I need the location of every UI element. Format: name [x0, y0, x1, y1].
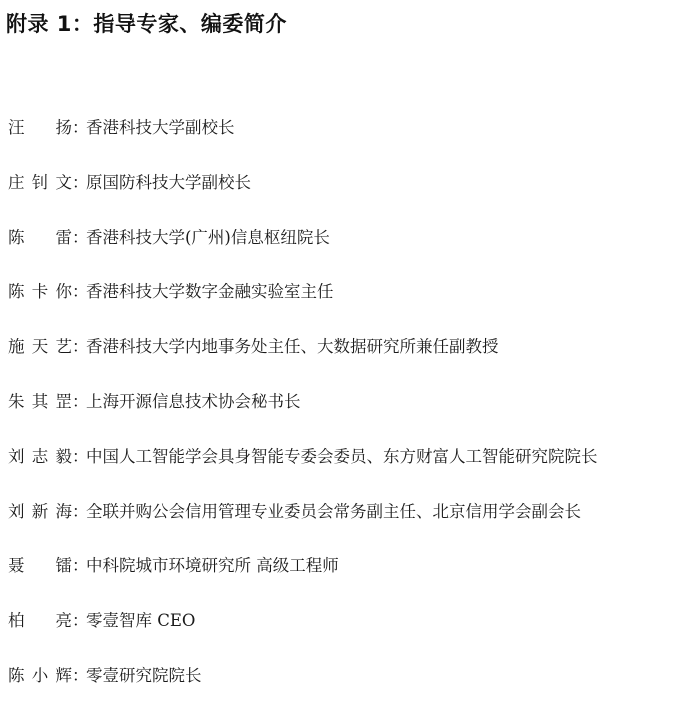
list-item [8, 333, 698, 388]
entry-name: 聂 镭 [8, 556, 72, 576]
list-item [8, 388, 698, 443]
entry-role: 中科院城市环境研究所 高级工程师 [86, 556, 339, 576]
appendix-title: 附录 1：指导专家、编委简介 [6, 12, 287, 36]
entry-name: 柏 亮 [8, 611, 72, 631]
entry-role: 上海开源信息技术协会秘书长 [86, 391, 301, 411]
entry-name: 陈卡你 [8, 282, 72, 302]
list-item [8, 278, 698, 333]
entry-role: 香港科技大学数字金融实验室主任 [86, 282, 334, 302]
entry-name: 刘新海 [8, 501, 72, 521]
entry-colon: ： [72, 391, 89, 411]
entry-colon: ： [72, 337, 89, 357]
entry-name: 施天艺 [8, 337, 72, 357]
entry-colon: ： [72, 556, 89, 576]
entry-colon: ： [72, 501, 89, 521]
entry-name: 汪 扬 [8, 118, 72, 137]
entry-colon: ： [72, 611, 89, 631]
entry-role: 香港科技大学(广州)信息枢纽院长 [86, 227, 330, 247]
list-item [8, 224, 698, 279]
entry-name: 朱其罡 [8, 391, 72, 411]
entry-role: 香港科技大学内地事务处主任、大数据研究所兼任副教授 [86, 337, 499, 357]
list-item [8, 443, 698, 498]
entry-role: 香港科技大学副校长 [86, 118, 235, 137]
entry-role: 中国人工智能学会具身智能专委会委员、东方财富人工智能研究院院长 [86, 446, 598, 466]
entry-colon: ： [72, 118, 89, 137]
entry-role: 零壹智库 CEO [86, 611, 196, 631]
entry-role: 原国防科技大学副校长 [86, 172, 251, 192]
list-item [8, 498, 698, 553]
entry-role: 全联并购公会信用管理专业委员会常务副主任、北京信用学会副会长 [86, 501, 581, 521]
expert-list [8, 114, 698, 717]
entry-name: 刘志毅 [8, 446, 72, 466]
list-item [8, 607, 698, 662]
list-item [8, 552, 698, 607]
entry-colon: ： [72, 227, 89, 247]
entry-colon: ： [72, 172, 89, 192]
entry-colon: ： [72, 446, 89, 466]
entry-colon: ： [72, 282, 89, 302]
entry-name: 庄钊文 [8, 172, 72, 192]
entry-colon: ： [72, 665, 89, 685]
entry-role: 零壹研究院院长 [86, 665, 202, 685]
entry-name: 陈 雷 [8, 227, 72, 247]
list-item [8, 169, 698, 224]
entry-name: 陈小辉 [8, 665, 72, 685]
list-item [8, 114, 698, 169]
